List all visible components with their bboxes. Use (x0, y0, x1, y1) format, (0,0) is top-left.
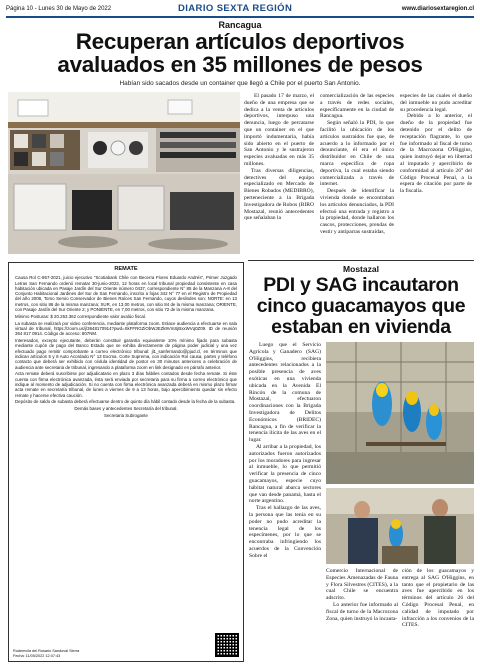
header-rule (6, 16, 474, 18)
story1-col3-para: especies de las cuales el dueño del inmueble no pudo acreditar su procedencia legal. (400, 93, 472, 113)
story2-headline-line1: PDI y SAG incautaron (263, 274, 459, 296)
story1-col1-para: El pasado 17 de marzo, el dueño de una empresa que se dedica a la venta de artículos deportivos, interpuso una denuncia, luego de percatarse que un container en el que importó indumentaria, había sido abierto en el puerto de San Antonio y le sustrajeron especies avaluadas en más 35 millones. (244, 93, 314, 167)
remate-signature: Secretaria Subrogante (104, 413, 148, 419)
page-header (6, 3, 474, 17)
story1-subhead: Habían sido sacados desde un container que llegó a Chile por el puerto San Antonio. (119, 80, 361, 87)
story2-column-3 (402, 568, 474, 629)
remate-footer-date: Fecha: 11/05/2022 12:07:43 (13, 653, 61, 658)
remate-paragraph: Mínimo Posturas: $ 20.253.362 correspondiente valor avalúo fiscal. (15, 313, 147, 319)
story1-column-1 (244, 93, 314, 222)
story1-column-3 (400, 93, 472, 195)
section-divider (248, 260, 474, 261)
story1-col2-para: Según señaló la PDI, lo que facilitó la ubicación de los artículos sustraídos fue que, de acuerdo a lo informado por el denunciante, él era el único distribuidor en Chile de una marca específica de ropa deportiva, la cual estaba siendo comercializada a través de internet. (320, 120, 394, 188)
story2-photo-officers (326, 488, 474, 564)
story2-column-1 (249, 342, 321, 560)
story1-col2-para: comercialización de las especies a través de redes sociales, específicamente en la ciudad de Rancagua. (320, 93, 394, 120)
story1-col2-para: Después de identificar la vivienda donde se encontraban los artículos denunciados, la PDI efectuó una entrada y registro a la propiedad, donde hallaron los cascos, protecciones, prendas de vestir y antiparras sustraídas, (320, 188, 394, 235)
officers-image (326, 488, 474, 564)
story2-headline-line3: estaban en vivienda (271, 316, 451, 338)
story1-col3-para: Debido a lo anterior, el dueño de la propiedad fue detenido por el delito de receptación flagrante, lo que fue informado al fiscal de turno de la Macrozona O'Higgins, quien instruyó dejar en libertad al imputado y apercibirlo de conformidad al artículo 26° del Código Procesal Penal, a la espera de citación por parte de la fiscalía. (400, 113, 472, 195)
story1-kicker: Rancagua (218, 20, 262, 30)
remate-paragraph: Causa Rol C-957-2021, juicio ejecutivo "Scotiabank Chile con Becerra Flores Eduardo Andrés", Primer Juzgado Letras San Fernando ordenó rematar 30-junio-2022, 12 horas en local tribunal propiedad consistente en casa habitación ubicada en Pasaje Jardín del Sur Oriente número 0437, correspondiente N° 85 de la Manzana A-8 del Conjunto Habitacional Jardines del Sur de San Fernando, inscrito a fojas 342 N° 77 en el Registro de Propiedad del año 2008, Tomo Servio Conservador de Bienes Raíces San Fernando, cuyos deslindes son: NORTE: en 13 metros, con sitio 86 de la misma manzana; SUR, en 13,00 metros, con sitio 84 de la misma manzana; ORIENTE, con Pasaje Jardín del Sur Oriente 2; y PONIENTE, en 7,00 metros, con sitio 72 de la misma manzana. (15, 275, 237, 313)
story2-column-2 (326, 568, 398, 622)
remate-paragraph: Interesados, excepto ejecutante, deberán constituir garantía equivalente 10% mínimo fijado para subasta mediante cupón de pago del Banco Estado que se exhiba directamente de página poder judicial y una vez efectuado pago remitir comprobante a correo electrónico tribunal: jl1_sanfernando@pjud.cl, en términos que indican artículos 5 y 8 Auto Acordado N° 13 Excma. Corte Suprema, con indicación Rol causa, partes y teléfono contacto que deberá ser exhibido con cédula identidad de postor en 30 minutos anteriores a celebración de audiencia ante secretaria de tribunal, ingresando a plataforma zoom en link designado en párrafo anterior. (15, 338, 237, 370)
macaws-image (326, 342, 474, 484)
remate-paragraph: Depósito de saldo de subasta deberá efectuarse dentro de quinto día hábil contado desde la fecha de la subasta. (15, 399, 236, 405)
story2-col3-para: ción de los guacamayos y entrega al SAG O'Higgins, en tanto que el propietario de las aves fue apercibido en los términos del artículo 26 del Código Procesal Penal, en calidad de imputado por infracción a los convenios de la CITES. (402, 568, 474, 629)
story2-col1-para: Luego que el Servicio Agrícola y Ganadero (SAG) O'Higgins, recibiera antecedentes relacionados a la posible presencia de aves exóticas en una vivienda ubicada en la Avenida El Rincón de la comuna de Mostazal, efectuaron coordinaciones con la Brigada Investigadora de Delitos Económicos (BRIDEC) Rancagua, a fin de verificar la tenencia ilícita de las aves en el lugar. (249, 342, 321, 444)
remate-paragraph: Demás bases y antecedentes Secretaría del tribunal. (74, 406, 178, 412)
story2-col1-para: Al arribar a la propiedad, los autorizados fueron autorizados por los moradores para ingresar al inmueble, lo que permitió verificar la presencia de cinco guacamayos, especie cuyo hábitat natural abarca sectores que van desde panamá, hasta el norte argentino. (249, 443, 321, 505)
story2-headline-line2: cinco guacamayos que (256, 295, 466, 317)
remate-footer (13, 649, 79, 658)
story2-photo-macaws (326, 342, 474, 484)
story2-col2-para: Lo anterior fue informado al fiscal de turno de la Macrozona Zona, quien instruyó la incauta- (326, 601, 398, 622)
story1-column-2 (320, 93, 394, 236)
remate-paragraph: Acta remate deberá suscribirse por adjudicatario en plazo 3 días hábiles contados desde fecha remate. Si éste cuenta con firma electrónica avanzada, ésta será enviada por secretaria para su firma a correo electrónico que indique al momento de adjudicación. Si no cuenta con firma electrónica avanzada deberá en mismo plazo firmar acta remate en secretaría tribunal, de lunes a viernes de 9 a 13 horas, bajo apercibimiento quedar sin efecto remate y hacerse efectiva caución. (15, 371, 237, 398)
website-link[interactable]: www.diariosextaregion.cl (401, 6, 474, 12)
remate-notice (8, 262, 244, 662)
remate-paragraph: La subasta se realizará por video conferencia, mediante plataforma zoom. Enlace audiencia a efectuarse en sala virtual de tribunal, https://zoom.us/j/3648170914?pwd=SkFFRGZiObWJEZk9VmSjBxxWVq0Z09. ID de reunión 364 817 0914. Código de acceso: 807NM. (15, 320, 237, 337)
remate-title: REMATE (114, 266, 138, 272)
sports-goods-image (8, 92, 240, 254)
story1-headline (0, 31, 480, 77)
story2-col2-para: Comercio Internacional de Especies Amenazadas de Fauna y Flora Silvestres (CITES), a la cual Chile se encuentra adscrito. (326, 568, 398, 602)
story1-headline-line2: avaluados en 35 millones de pesos (57, 51, 423, 77)
story1-photo-sports-goods (8, 92, 240, 254)
page-number-date: Página 10 - Lunes 30 de Mayo de 2022 (6, 6, 112, 12)
story1-col1-para: Tras diversas diligencias, detectives del equipo especializado en Mercado de Bienes Robados (MEDIBRO), perteneciente a la Brigada Investigadora de Robos (BIRO Mostazal, reunió antecedentes que señalaban la (244, 167, 314, 222)
story1-headline-line1: Recuperan artículos deportivos (75, 29, 405, 54)
remate-footer-signer: Rudemvila del Rosario Sandoval Sierra (13, 649, 80, 654)
newspaper-brand: DIARIO SEXTA REGIÓN (178, 3, 293, 14)
story2-kicker: Mostazal (343, 264, 379, 274)
story2-col1-para: Tras el hallazgo de las aves, la persona que las tenía en su poder no pudo acreditar la tenencia legal de los especímenes, por lo que se encontraba infringiendo los acuerdos de la Convención Sobre el (249, 505, 321, 559)
qr-code-icon (215, 633, 239, 657)
story2-headline (248, 275, 474, 338)
